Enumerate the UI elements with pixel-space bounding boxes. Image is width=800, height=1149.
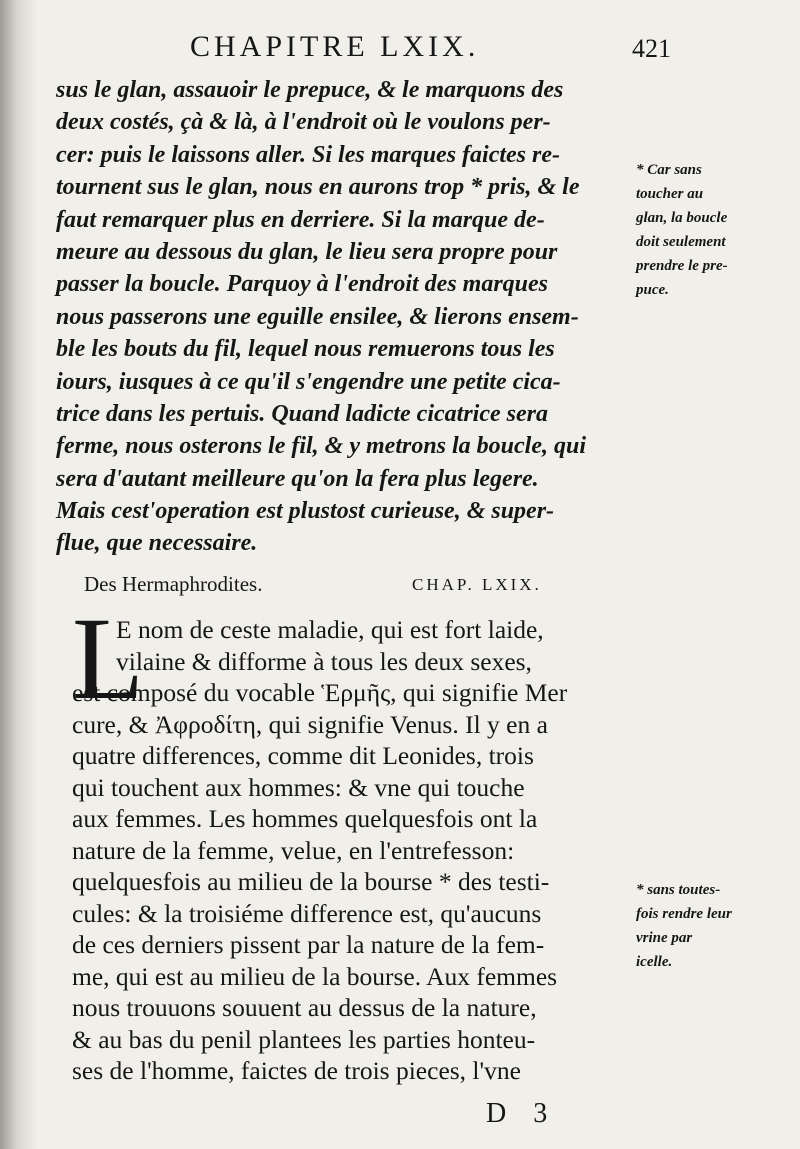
page-number: 421 (632, 34, 671, 63)
text-line: passer la boucle. Parquoy à l'endroit des marques (56, 271, 549, 298)
text-line: trice dans les pertuis. Quand ladicte cicatrice sera (56, 400, 548, 427)
text-line: cules: & la troisiéme difference est, qu'aucuns (72, 898, 542, 928)
text-line: de ces derniers pissent par la nature de la fem- (72, 930, 545, 959)
text-line: quelquesfois au milieu de la bourse * des testi- (72, 867, 550, 896)
margin-note-line: vrine par (636, 930, 693, 946)
text-line: cer: puis le laissons aller. Si les marques faictes re- (56, 141, 560, 168)
text-line: nature de la femme, velue, en l'entrefesson: (72, 835, 515, 865)
drop-cap: L (72, 593, 145, 724)
text-line: ses de l'homme, faictes de trois pieces, l'vne (72, 1056, 521, 1085)
chapter-number: CHAP. LXIX. (412, 575, 542, 594)
signature-mark: D 3 (486, 1098, 558, 1129)
text-line: Mais cest'operation est plustost curieuse, & super- (56, 498, 555, 525)
roman-text-block (72, 614, 640, 1087)
text-line: nous passerons une eguille ensilee, & lierons ensem- (56, 303, 579, 330)
text-line: deux costés, çà & là, à l'endroit où le voulons per- (56, 109, 551, 136)
margin-note-line: icelle. (636, 954, 673, 970)
margin-note-line: * sans toutes- (636, 882, 721, 898)
running-title: CHAPITRE LXIX. (190, 30, 480, 63)
text-line: qui touchent aux hommes: & vne qui touche (72, 772, 525, 802)
text-line: vilaine & difforme à tous les deux sexes, (116, 646, 532, 676)
text-line: aux femmes. Les hommes quelquesfois ont la (72, 804, 538, 833)
text-line: ble les bouts du fil, lequel nous remuerons tous les (56, 336, 555, 363)
text-line: sera d'autant meilleure qu'on la fera plus legere. (56, 465, 539, 492)
text-line: flue, que necessaire. (56, 530, 258, 557)
margin-note-line: puce. (636, 282, 669, 298)
text-line: faut remarquer plus en derriere. Si la marque de- (56, 206, 545, 233)
text-line: me, qui est au milieu de la bourse. Aux femmes (72, 961, 558, 991)
margin-note-line: toucher au (636, 186, 704, 202)
text-line: & au bas du penil plantees les parties honteu- (72, 1024, 536, 1054)
text-line: nous trouuons souuent au dessus de la nature, (72, 993, 537, 1022)
text-line: est composé du vocable Ἑρμῆς, qui signifie Mer (72, 678, 568, 707)
margin-note-line: glan, la boucle (636, 210, 728, 226)
margin-note (636, 158, 796, 302)
margin-note-line: fois rendre leur (636, 906, 732, 922)
margin-note (636, 878, 796, 974)
text-line: tournent sus le glan, nous en aurons trop * pris, & le (56, 174, 580, 201)
page-edge-shadow (0, 0, 38, 1149)
text-line: cure, & Ἀφροδίτη, qui signifie Venus. Il y en a (72, 709, 548, 739)
text-line: ferme, nous osterons le fil, & y metrons la boucle, qui (56, 433, 587, 460)
text-line: meure au dessous du glan, le lieu sera propre pour (56, 238, 558, 265)
text-line: E nom de ceste maladie, qui est fort laide, (116, 615, 544, 644)
italic-text-block (56, 74, 644, 560)
text-line: iours, iusques à ce qu'il s'engendre une petite cica- (56, 368, 561, 395)
margin-note-line: prendre le pre- (636, 258, 728, 274)
text-line: quatre differences, comme dit Leonides, trois (72, 741, 534, 770)
margin-note-line: doit seulement (636, 234, 726, 250)
chapter-title: Des Hermaphrodites. (84, 572, 263, 596)
margin-note-line: * Car sans (636, 162, 702, 178)
text-line: sus le glan, assauoir le prepuce, & le marquons des (56, 77, 564, 103)
